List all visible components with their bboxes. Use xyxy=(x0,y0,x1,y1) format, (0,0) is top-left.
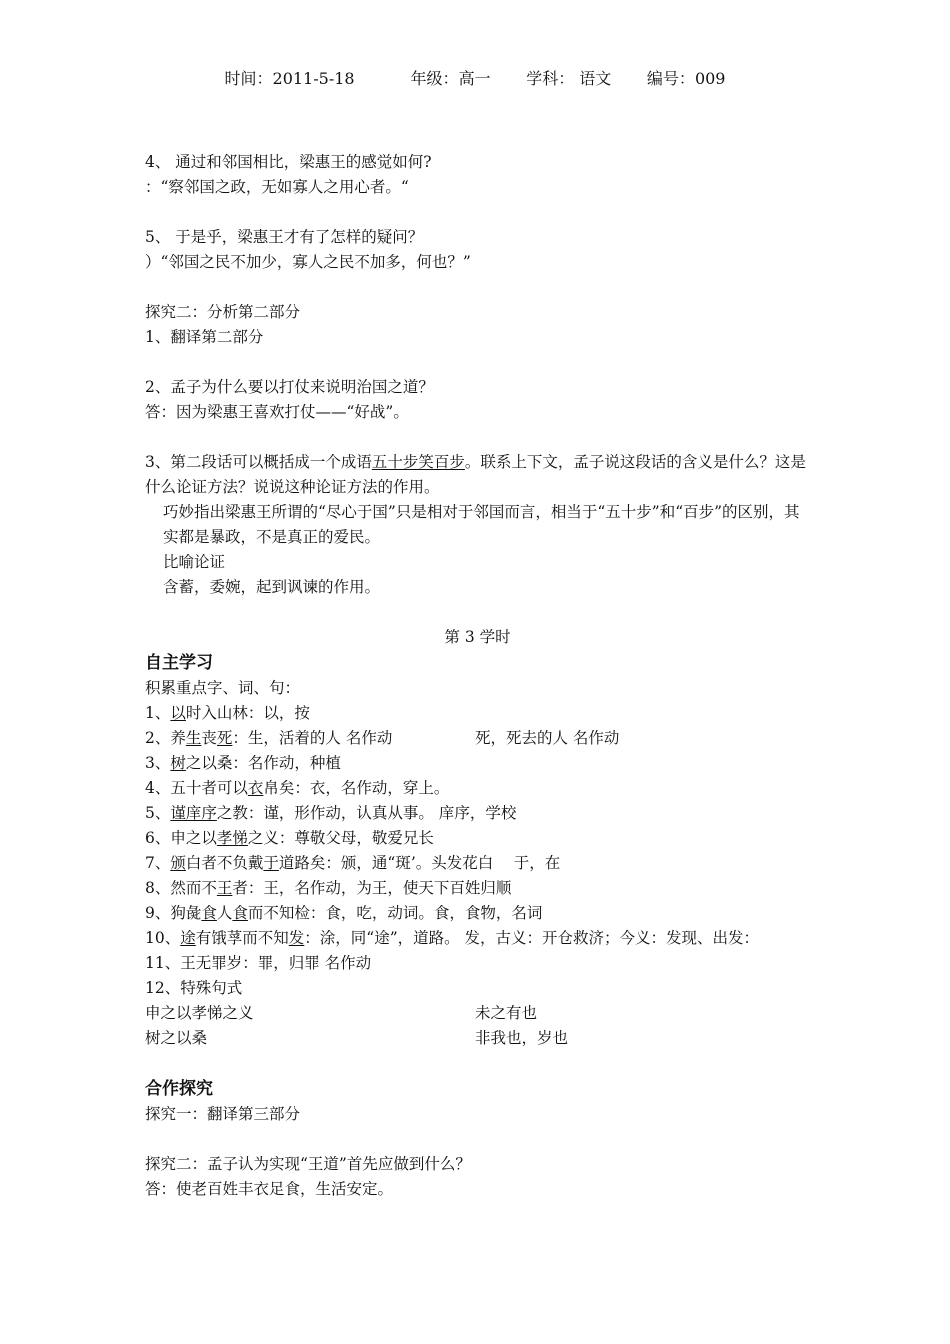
explore-2-title: 探究二：分析第二部分 xyxy=(145,303,301,321)
special-sentence-row-1: 申之以孝悌之义 未之有也 xyxy=(145,1004,538,1022)
accumulate-intro: 积累重点字、词、句： xyxy=(145,679,301,697)
vocab-item-3: 3、树之以桑：名作动，种植 xyxy=(145,754,341,772)
document-header xyxy=(0,66,950,89)
vocab-item-5: 5、谨庠序之教：谨，形作动，认真从事。 庠序，学校 xyxy=(145,804,517,822)
answer-4: ：“察邻国之政，无如寡人之用心者。“ xyxy=(145,178,409,196)
time-value: 2011-5-18 xyxy=(272,69,355,88)
explore-2-answer-3-paragraph: 巧妙指出梁惠王所谓的“尽心于国”只是相对于邻国而言，相当于“五十步”和“百步”的区别，其实都是暴政，不是真正的爱民。 xyxy=(163,503,800,546)
number-value: 009 xyxy=(694,69,726,88)
explore-2-answer-3-effect: 含蓄，委婉，起到讽谏的作用。 xyxy=(163,578,381,596)
question-4: 4、 通过和邻国相比，梁惠王的感觉如何? xyxy=(145,153,432,171)
grade-label: 年级： xyxy=(410,69,459,88)
number-label: 编号： xyxy=(646,69,695,88)
explore-2-question-2: 2、孟子为什么要以打仗来说明治国之道？ xyxy=(145,378,434,396)
vocab-item-2: 2、养生丧死：生，活着的人 名作动 死，死去的人 名作动 xyxy=(145,729,620,747)
lesson-3-title: 第 3 学时 xyxy=(444,628,511,646)
vocab-item-9: 9、狗彘食人食而不知检：食，吃，动词。食，食物，名词 xyxy=(145,904,543,922)
answer-5: ）“邻国之民不加少，寡人之民不加多，何也？” xyxy=(145,253,471,271)
vocab-item-6: 6、申之以孝悌之义：尊敬父母，敬爱兄长 xyxy=(145,829,434,847)
question-5: 5、 于是乎，梁惠王才有了怎样的疑问？ xyxy=(145,228,424,246)
explore-2-question-1: 1、翻译第二部分 xyxy=(145,328,264,346)
vocab-item-7: 7、颁白者不负戴于道路矣：颁，通“斑’。头发花白 于，在 xyxy=(145,854,561,872)
subject-label: 学科： xyxy=(526,69,575,88)
document-body xyxy=(145,150,810,1202)
subject-value: 语文 xyxy=(579,69,612,88)
explore-2-answer-3-method: 比喻论证 xyxy=(163,553,226,571)
vocab-item-12: 12、特殊句式 xyxy=(145,979,243,997)
explore-2-question-3: 3、第二段话可以概括成一个成语五十步笑百步。联系上下文，孟子说这段话的含义是什么？这是什么论证方法？说说这种论证方法的作用。 xyxy=(145,453,806,496)
grade-value: 高一 xyxy=(458,69,491,88)
vocab-item-11: 11、王无罪岁：罪，归罪 名作动 xyxy=(145,954,372,972)
explore-2-answer-2: 答：因为梁惠王喜欢打仗——“好战”。 xyxy=(145,403,409,421)
vocab-item-4: 4、五十者可以衣帛矣：衣，名作动，穿上。 xyxy=(145,779,450,797)
coop-explore-1: 探究一：翻译第三部分 xyxy=(145,1105,301,1123)
special-sentence-row-2: 树之以桑 非我也，岁也 xyxy=(145,1029,569,1047)
vocab-item-10: 10、途有饿莩而不知发：涂，同“途”，道路。 发，古义：开仓救济；今义：发现、出发： xyxy=(145,929,760,947)
vocab-item-1: 1、以时入山林：以，按 xyxy=(145,704,310,722)
vocab-item-8: 8、然而不王者：王，名作动，为王，使天下百姓归顺 xyxy=(145,879,512,897)
cooperative-inquiry-heading: 合作探究 xyxy=(145,1079,213,1099)
coop-explore-2-answer: 答：使老百姓丰衣足食，生活安定。 xyxy=(145,1180,394,1198)
coop-explore-2-question: 探究二：孟子认为实现“王道”首先应做到什么？ xyxy=(145,1155,471,1173)
time-label: 时间： xyxy=(224,69,273,88)
idiom-underlined: 五十步笑百步 xyxy=(371,453,465,471)
self-study-heading: 自主学习 xyxy=(145,653,213,673)
